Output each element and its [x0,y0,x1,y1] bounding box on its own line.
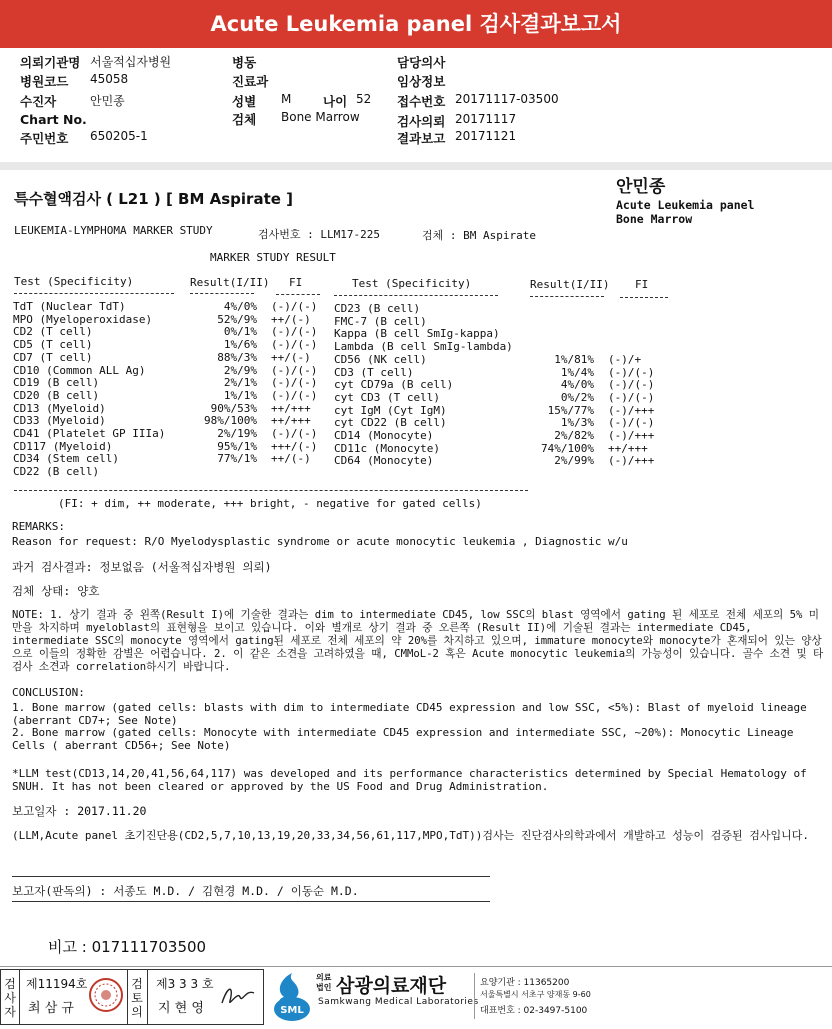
left-marker-fi: (-)/(-) [271,376,318,390]
bigo-note: 비고 : 017111703500 [48,938,207,956]
left-marker-fi: (-)/(-) [271,325,318,339]
right-marker-fi: (-)/(-) [608,390,655,404]
rule [14,293,174,294]
right-marker-result: 2%/82% [554,429,594,443]
left-marker-test: CD13 (Myeloid) [13,401,106,415]
left-marker-test: CD22 (B cell) [13,465,100,479]
left-marker-fi: ++/+++ [271,414,311,428]
left-marker-test: TdT (Nuclear TdT) [13,300,126,313]
right-marker-result: 0%/2% [560,390,594,404]
left-marker-row [13,339,327,352]
value-specimen: Bone Marrow [281,110,360,124]
right-marker-test: CD23 (B cell) [334,302,421,315]
label-chart-no: Chart No. [20,112,87,127]
sml-logo-icon [270,971,314,1023]
label-sex: 성별 [232,94,257,109]
left-marker-fi: ++/+++ [271,401,311,415]
right-marker-test: cyt CD3 (T cell) [334,390,440,404]
label-clinical-info: 임상정보 [397,74,446,89]
study-name: LEUKEMIA-LYMPHOMA MARKER STUDY [14,224,213,237]
label-request-date: 검사의뢰 [397,114,446,129]
left-marker-fi [257,466,327,479]
value-resident-no: 650205-1 [90,129,148,143]
right-marker-fi [594,328,664,341]
left-marker-fi: (-)/(-) [271,338,318,352]
left-marker-row [13,352,327,365]
right-marker-row [334,430,664,443]
col-header-test-right: Test (Specificity) [352,277,472,290]
rule [620,297,668,298]
right-marker-fi: (-)/+++ [608,454,655,468]
left-marker-result: 2%/9% [223,363,257,377]
reviewer-label: 검토의 [131,977,143,1019]
org-prefix-1: 의료 [316,973,332,982]
col-header-fi-left: FI [289,276,303,289]
right-marker-test: CD14 (Monocyte) [334,429,434,443]
stamp-panel: Acute Leukemia panel [616,198,755,212]
label-ward: 병동 [232,55,257,70]
right-marker-fi [594,341,664,354]
right-marker-result [534,303,594,316]
rule [12,876,490,877]
right-marker-result [534,316,594,329]
left-marker-fi: (-)/(-) [271,300,318,313]
value-receipt-no: 20171117-03500 [455,92,559,106]
right-marker-result: 2%/99% [554,454,594,468]
section-divider [0,162,832,170]
rule [334,295,498,296]
right-marker-result: 1%/3% [560,416,594,430]
patient-info [0,48,832,166]
left-marker-test: CD2 (T cell) [13,325,93,339]
right-marker-test: FMC-7 (B cell) [334,314,427,328]
right-marker-result: 4%/0% [560,378,594,392]
right-marker-row [334,455,664,468]
specimen-state: 검체 상태: 양호 [12,584,100,598]
inspector-license: 제11194호 [26,977,88,991]
right-marker-row [334,303,664,316]
value-request-date: 20171117 [455,112,517,126]
fi-legend: (FI: + dim, ++ moderate, +++ bright, - negative for gated cells) [58,497,482,510]
left-marker-test: CD19 (B cell) [13,376,100,390]
value-report-date: 20171121 [455,129,517,143]
left-marker-row [13,301,327,314]
right-marker-result [534,328,594,341]
label-receipt-no: 접수번호 [397,94,446,109]
result-title: MARKER STUDY RESULT [210,251,336,264]
left-marker-test: CD34 (Stem cell) [13,452,119,466]
left-marker-row [13,466,327,479]
right-marker-test: CD56 (NK cell) [334,352,427,366]
label-department: 진료과 [232,74,269,89]
left-marker-test: CD117 (Myeloid) [13,439,113,453]
left-marker-test: CD41 (Platelet GP IIIa) [13,427,166,441]
note-text: NOTE: 1. 상기 결과 중 왼쪽(Result I)에 기술한 결과는 dim to intermediate CD45, low SSC의 blast 영역에서 gating 된 세포로 전체 세포의 5% 미만을 차지하며 myeloblast의 표현형을 보이고 있습니다. 이와 별개로 상기 결과 중 오른쪽 (Result II)에 기술된 결과는 intermediate CD45, intermediate SSC의 monocyte 영역에서 gating된 세포로 전체 세포의 약 20%를 차지하고 있으며, immature monocyte와 monocyte가 혼재되어 있는 양상으로 이들의 정확한 감별은 어렵습니다. 2. 이 같은 소견을 고려하였을 때, CMMoL-2 혹은 Acute monocytic leukemia의 가능성이 있습니다. 골수 소견 및 타 검사 소견과 correlation하시기 바랍니다. [12,609,824,673]
left-marker-result: 77%/1% [217,452,257,466]
right-marker-fi [594,316,664,329]
right-marker-fi: (-)/(-) [608,365,655,379]
acute-panel-note: (LLM,Acute panel 초기진단용(CD2,5,7,10,13,19,20,33,34,56,61,117,MPO,TdT))검사는 진단검사의학과에서 개발하고 성능이 검증된 검사입니다. [12,829,809,842]
inspector-name: 최 삼 규 [28,1001,74,1016]
seal-icon [88,977,124,1013]
signature-icon [218,983,258,1011]
org-phone: 대표번호 : 02-3497-5100 [480,1006,588,1016]
value-age: 52 [356,92,372,106]
right-marker-table [334,303,664,468]
left-marker-result: 95%/1% [217,439,257,453]
left-marker-fi: ++/(-) [271,452,311,466]
value-hospital-code: 45058 [90,72,129,86]
right-marker-fi: (-)/(-) [608,416,655,430]
left-marker-test: CD33 (Myeloid) [13,414,106,428]
rule [14,490,528,491]
value-sex: M [281,92,292,106]
right-marker-test: CD64 (Monocyte) [334,454,434,468]
col-header-result-left: Result(I/II) [190,276,270,289]
stamp-patient-name: 안민종 [616,177,666,197]
rule [12,901,490,902]
left-marker-test: CD7 (T cell) [13,350,93,364]
right-marker-test: cyt CD22 (B cell) [334,416,447,430]
left-marker-result: 88%/3% [217,350,257,364]
previous-result: 과거 검사결과: 정보없음 (서울적십자병원 의뢰) [12,560,272,574]
left-marker-test: CD5 (T cell) [13,338,93,352]
footer [0,966,832,1029]
org-address: 서울특별시 서초구 양재동 9-60 [480,990,591,999]
left-marker-result: 2%/1% [223,376,257,390]
label-patient: 수진자 [20,94,57,109]
exam-specimen: 검체 : BM Aspirate [422,229,536,242]
col-header-result-right: Result(I/II) [530,278,610,291]
right-marker-fi: (-)/+++ [608,403,655,417]
left-marker-result: 2%/19% [217,427,257,441]
left-marker-result: 90%/53% [210,401,257,415]
right-marker-test: CD11c (Monocyte) [334,441,440,455]
report-title: Acute Leukemia panel 검사결과보고서 [0,0,832,48]
stamp-specimen: Bone Marrow [616,212,693,226]
left-marker-fi: (-)/(-) [271,388,318,402]
right-marker-row [334,392,664,405]
label-resident-no: 주민번호 [20,131,69,146]
rule [276,294,320,295]
left-marker-test: CD10 (Common ALL Ag) [13,363,146,377]
left-marker-row [13,390,327,403]
right-marker-fi: ++/+++ [608,441,648,455]
svg-text:SML: SML [280,1005,304,1016]
right-marker-result: 74%/100% [541,441,594,455]
right-marker-result: 1%/4% [560,365,594,379]
right-marker-test: CD3 (T cell) [334,365,414,379]
org-name: 삼광의료재단 [336,975,447,997]
label-institution: 의뢰기관명 [20,55,81,70]
left-marker-table [13,301,327,479]
right-marker-fi: (-)/(-) [608,378,655,392]
left-marker-result: 52%/9% [217,312,257,326]
right-marker-fi: (-)/+++ [608,429,655,443]
left-marker-test: CD20 (B cell) [13,388,100,402]
left-marker-row [13,428,327,441]
left-marker-result: 98%/100% [204,414,257,428]
right-marker-fi: (-)/+ [608,352,642,366]
left-marker-result: 1%/6% [223,338,257,352]
left-marker-fi: (-)/(-) [271,427,318,441]
left-marker-fi: +++/(-) [271,439,318,453]
label-report-date: 결과보고 [397,131,446,146]
left-marker-result: 4%/0% [223,300,257,313]
right-marker-result [534,341,594,354]
label-hospital-code: 병원코드 [20,74,69,89]
reviewer-name: 지 현 영 [158,1001,204,1016]
report-document [0,170,832,970]
col-header-fi-right: FI [635,278,649,291]
reporters: 보고자(판독의) : 서종도 M.D. / 김현경 M.D. / 이동순 M.D. [12,884,359,898]
llm-disclaimer: *LLM test(CD13,14,20,41,56,64,117) was developed and its performance characteristics determined by Special Hematology of SNUH. It has not been cleared or approved by the US Food and Drug Administration. [12,767,807,793]
right-marker-row [334,341,664,354]
left-marker-result [193,466,257,479]
right-marker-test: cyt IgM (Cyt IgM) [334,403,447,417]
right-marker-row [334,354,664,367]
left-marker-result: 0%/1% [223,325,257,339]
org-code: 요양기관 : 11365200 [480,978,570,988]
conclusion-2: 2. Bone marrow (gated cells: Monocyte with intermediate CD45 expression and intermediate SSC, ~20%): Monocytic Lineage Cells ( aberrant CD56+; See Note) [12,726,794,752]
conclusion-label: CONCLUSION: [12,686,85,699]
label-age: 나이 [323,94,348,109]
right-marker-test: cyt CD79a (B cell) [334,378,454,392]
rule [190,293,254,294]
value-patient: 안민종 [90,94,125,108]
report-date: 보고일자 : 2017.11.20 [12,804,147,818]
left-marker-fi: ++/(-) [271,312,311,326]
left-marker-test: MPO (Myeloperoxidase) [13,312,153,326]
label-doctor: 담당의사 [397,55,446,70]
right-marker-result: 1%/81% [554,352,594,366]
remarks-text: Reason for request: R/O Myelodysplastic syndrome or acute monocytic leukemia , Diagnostic w/u [12,535,628,548]
org-prefix-2: 법인 [316,983,332,992]
right-marker-test: Lambda (B cell SmIg-lambda) [334,340,513,354]
conclusion-1: 1. Bone marrow (gated cells: blasts with dim to intermediate CD45 expression and low SSC, <5%): Blast of myeloid lineage (aberrant CD7+; See Note) [12,701,807,727]
exam-number: 검사번호 : LLM17-225 [258,228,380,241]
left-marker-result: 1%/1% [223,388,257,402]
left-marker-fi: (-)/(-) [271,363,318,377]
col-header-test-left: Test (Specificity) [14,275,134,288]
org-english-name: Samkwang Medical Laboratories [318,997,479,1007]
remarks-label: REMARKS: [12,520,65,533]
exam-title: 특수혈액검사 ( L21 ) [ BM Aspirate ] [14,190,293,208]
left-marker-fi: ++/(-) [271,350,311,364]
reviewer-license: 제3 3 3 호 [156,977,214,991]
value-institution: 서울적십자병원 [90,55,172,69]
right-marker-fi [594,303,664,316]
right-marker-test: Kappa (B cell SmIg-kappa) [334,327,500,341]
label-specimen: 검체 [232,112,257,127]
right-marker-result: 15%/77% [547,403,594,417]
rule [530,296,604,297]
inspector-label: 검사자 [4,977,16,1019]
